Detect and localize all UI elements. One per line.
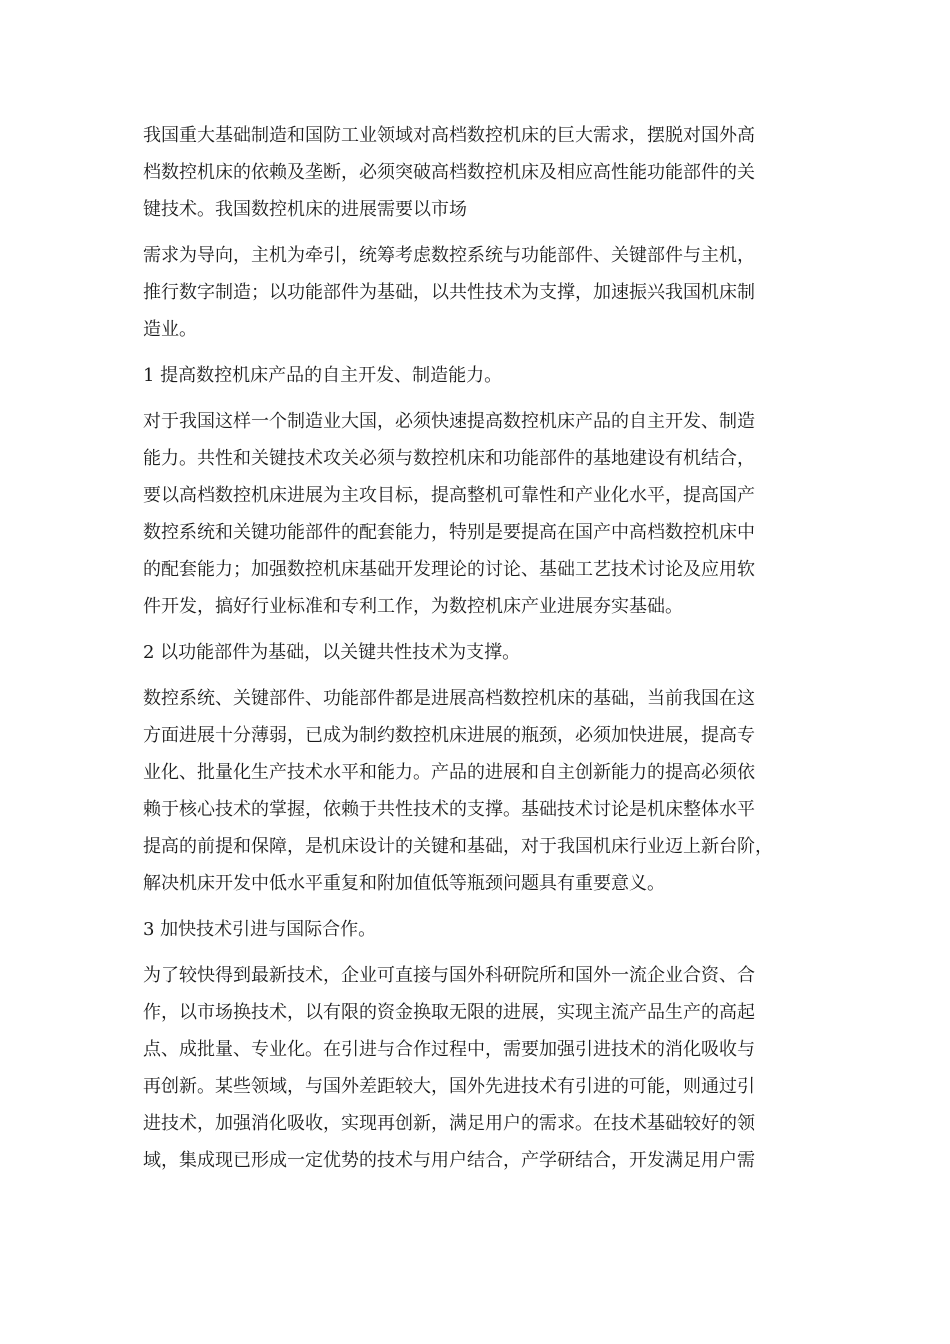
text-line: 要以高档数控机床进展为主攻目标，提高整机可靠性和产业化水平，提高国产 xyxy=(143,485,755,506)
paragraph-guidance xyxy=(143,237,823,348)
text-line: 能力。共性和关键技术攻关必须与数控机床和功能部件的基地建设有机结合， xyxy=(143,448,755,469)
paragraph-intro xyxy=(143,117,823,228)
text-line: 数控系统、关键部件、功能部件都是进展高档数控机床的基础，当前我国在这 xyxy=(143,688,755,709)
heading-text: 2 以功能部件为基础，以关键共性技术为支撑。 xyxy=(143,642,521,663)
text-line: 造业。 xyxy=(143,319,197,340)
section-heading-1 xyxy=(143,357,823,394)
text-line: 推行数字制造；以功能部件为基础，以共性技术为支撑，加速振兴我国机床制 xyxy=(143,282,755,303)
text-line: 点、成批量、专业化。在引进与合作过程中，需要加强引进技术的消化吸收与 xyxy=(143,1039,755,1060)
text-line: 赖于核心技术的掌握，依赖于共性技术的支撑。基础技术讨论是机床整体水平 xyxy=(143,799,755,820)
heading-text: 1 提高数控机床产品的自主开发、制造能力。 xyxy=(143,365,503,386)
text-line: 的配套能力；加强数控机床基础开发理论的讨论、基础工艺技术讨论及应用软 xyxy=(143,559,755,580)
paragraph-section-2 xyxy=(143,680,823,902)
text-line: 解决机床开发中低水平重复和附加值低等瓶颈问题具有重要意义。 xyxy=(143,873,665,894)
section-heading-3 xyxy=(143,911,823,948)
text-line: 再创新。某些领域，与国外差距较大，国外先进技术有引进的可能，则通过引 xyxy=(143,1076,755,1097)
text-line: 业化、批量化生产技术水平和能力。产品的进展和自主创新能力的提高必须依 xyxy=(143,762,755,783)
text-line: 域，集成现已形成一定优势的技术与用户结合，产学研结合，开发满足用户需 xyxy=(143,1150,755,1171)
text-line: 我国重大基础制造和国防工业领域对高档数控机床的巨大需求，摆脱对国外高 xyxy=(143,125,755,146)
section-heading-2 xyxy=(143,634,823,671)
text-line: 方面进展十分薄弱，已成为制约数控机床进展的瓶颈，必须加快进展，提高专 xyxy=(143,725,755,746)
paragraph-section-1 xyxy=(143,403,823,625)
text-line: 键技术。我国数控机床的进展需要以市场 xyxy=(143,199,467,220)
text-line: 提高的前提和保障，是机床设计的关键和基础，对于我国机床行业迈上新台阶， xyxy=(143,836,773,857)
document-body xyxy=(143,117,823,1188)
text-line: 数控系统和关键功能部件的配套能力，特别是要提高在国产中高档数控机床中 xyxy=(143,522,755,543)
text-line: 进技术，加强消化吸收，实现再创新，满足用户的需求。在技术基础较好的领 xyxy=(143,1113,755,1134)
text-line: 件开发，搞好行业标准和专利工作，为数控机床产业进展夯实基础。 xyxy=(143,596,683,617)
text-line: 对于我国这样一个制造业大国，必须快速提高数控机床产品的自主开发、制造 xyxy=(143,411,755,432)
text-line: 为了较快得到最新技术，企业可直接与国外科研院所和国外一流企业合资、合 xyxy=(143,965,755,986)
text-line: 需求为导向，主机为牵引，统筹考虑数控系统与功能部件、关键部件与主机， xyxy=(143,245,755,266)
text-line: 作，以市场换技术，以有限的资金换取无限的进展，实现主流产品生产的高起 xyxy=(143,1002,755,1023)
text-line: 档数控机床的依赖及垄断，必须突破高档数控机床及相应高性能功能部件的关 xyxy=(143,162,755,183)
paragraph-section-3 xyxy=(143,957,823,1179)
heading-text: 3 加快技术引进与国际合作。 xyxy=(143,919,377,940)
